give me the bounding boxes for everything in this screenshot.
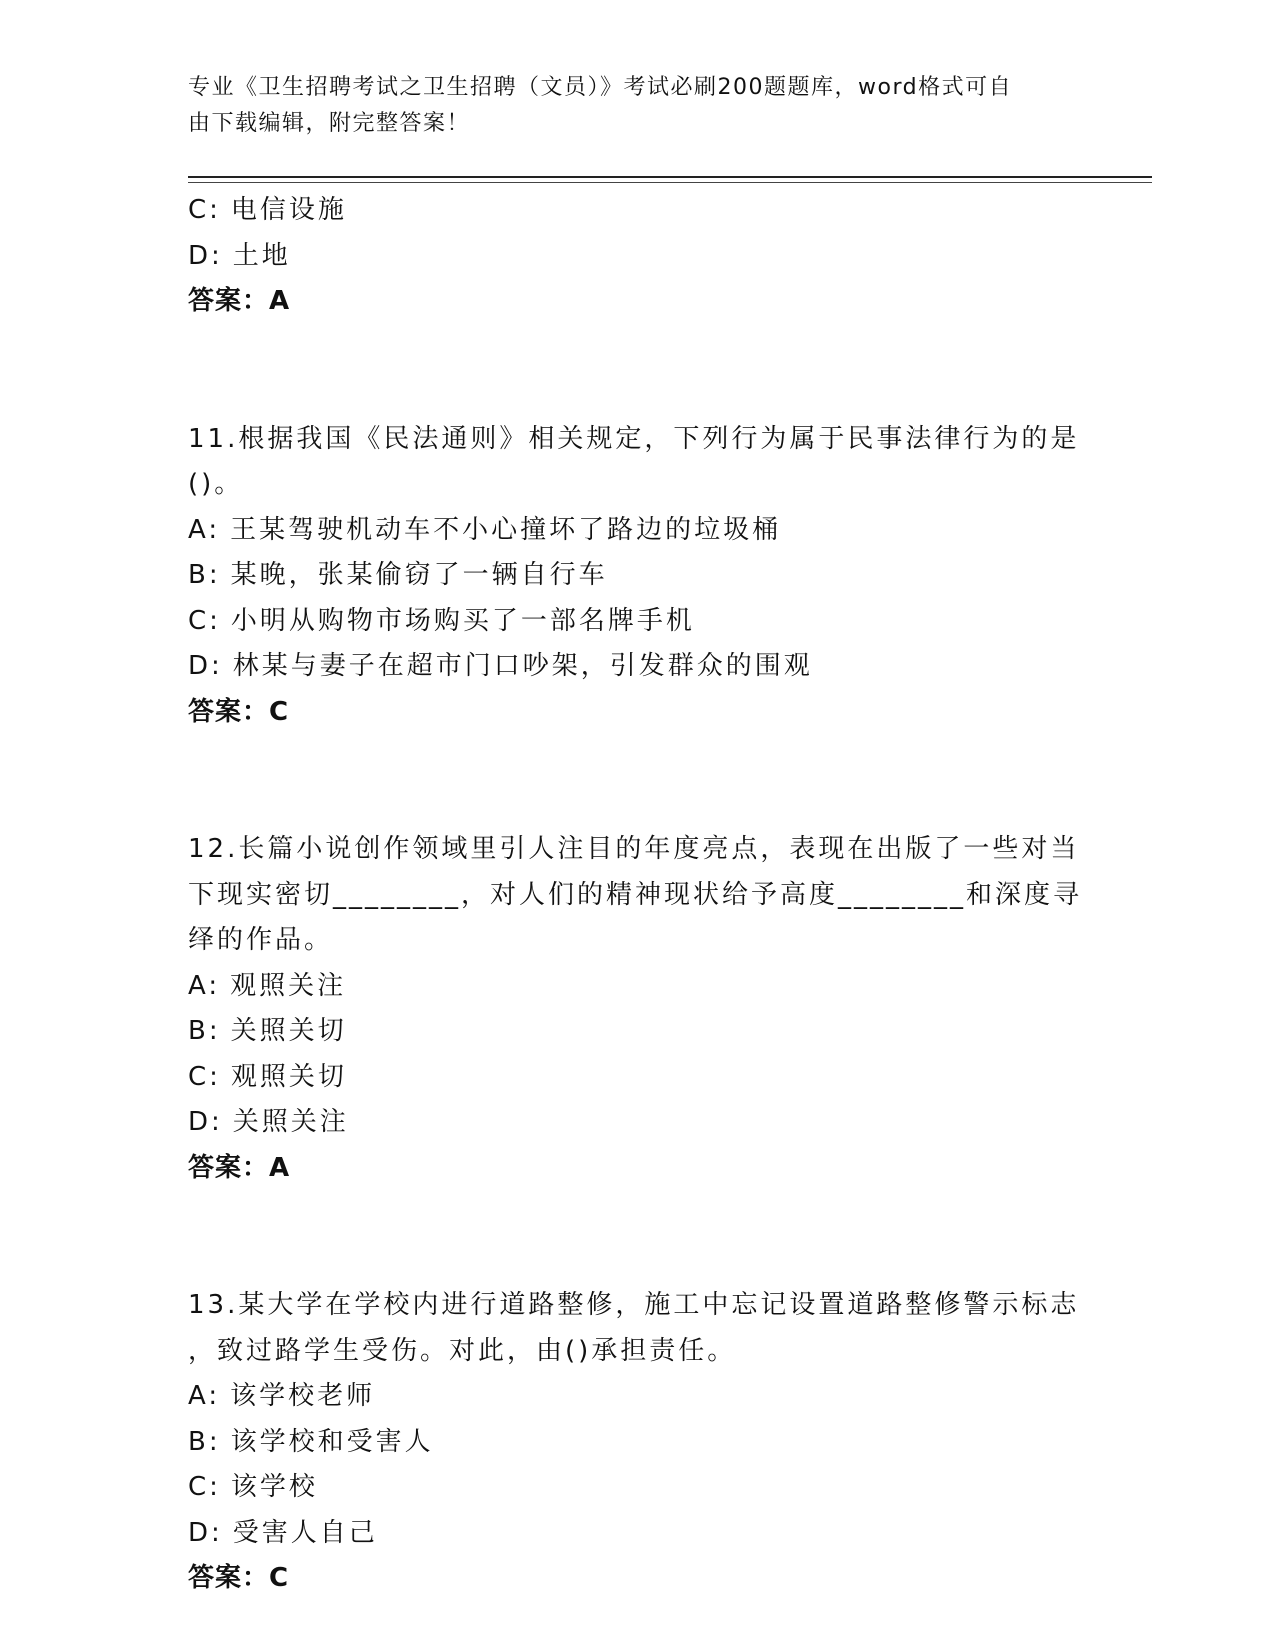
option-b: B: 关照关切 [188, 1016, 347, 1046]
option-c: C: 该学校 [188, 1472, 318, 1502]
question-text: 11.根据我国《民法通则》相关规定，下列行为属于民事法律行为的是 ()。 [188, 423, 1080, 499]
option-d: D: 土地 [188, 240, 291, 271]
option-c: C: 观照关切 [188, 1061, 347, 1092]
header-line-2: 由下载编辑，附完整答案！ [188, 111, 471, 136]
answer: 答案：C [188, 696, 290, 727]
answer: 答案：A [188, 286, 291, 316]
question-list [188, 188, 1088, 1602]
header-divider-thin [188, 182, 1152, 183]
answer: 答案：C [188, 1563, 290, 1593]
question-11 [188, 417, 1088, 736]
question-text: 13.某大学在学校内进行道路整修，施工中忘记设置道路整修警示标志 ，致过路学生受伤。对此，由()承担责任。 [188, 1290, 1080, 1366]
option-d: D: 林某与妻子在超市门口吵架，引发群众的围观 [188, 651, 813, 681]
option-c: C: 电信设施 [188, 195, 347, 225]
option-a: A: 观照关注 [188, 970, 347, 1001]
option-b: B: 该学校和受害人 [188, 1426, 434, 1457]
option-a: A: 该学校老师 [188, 1381, 376, 1411]
option-a: A: 王某驾驶机动车不小心撞坏了路边的垃圾桶 [188, 514, 782, 545]
answer: 答案：A [188, 1152, 291, 1183]
option-d: D: 关照关注 [188, 1107, 349, 1137]
option-d: D: 受害人自己 [188, 1517, 378, 1548]
question-10-tail [188, 188, 1088, 325]
header-divider-thick [188, 176, 1152, 178]
document-header [188, 70, 1078, 142]
header-line-1: 专业《卫生招聘考试之卫生招聘（文员）》考试必刷200题题库，word格式可自 [188, 75, 1013, 100]
question-13 [188, 1283, 1088, 1602]
option-c: C: 小明从购物市场购买了一部名牌手机 [188, 605, 695, 636]
option-b: B: 某晚，张某偷窃了一辆自行车 [188, 560, 608, 590]
question-12 [188, 827, 1088, 1191]
question-text: 12.长篇小说创作领域里引人注目的年度亮点，表现在出版了一些对当 下现实密切________，对人们的精神现状给予高度________和深度寻 绎的作品。 [188, 834, 1083, 955]
